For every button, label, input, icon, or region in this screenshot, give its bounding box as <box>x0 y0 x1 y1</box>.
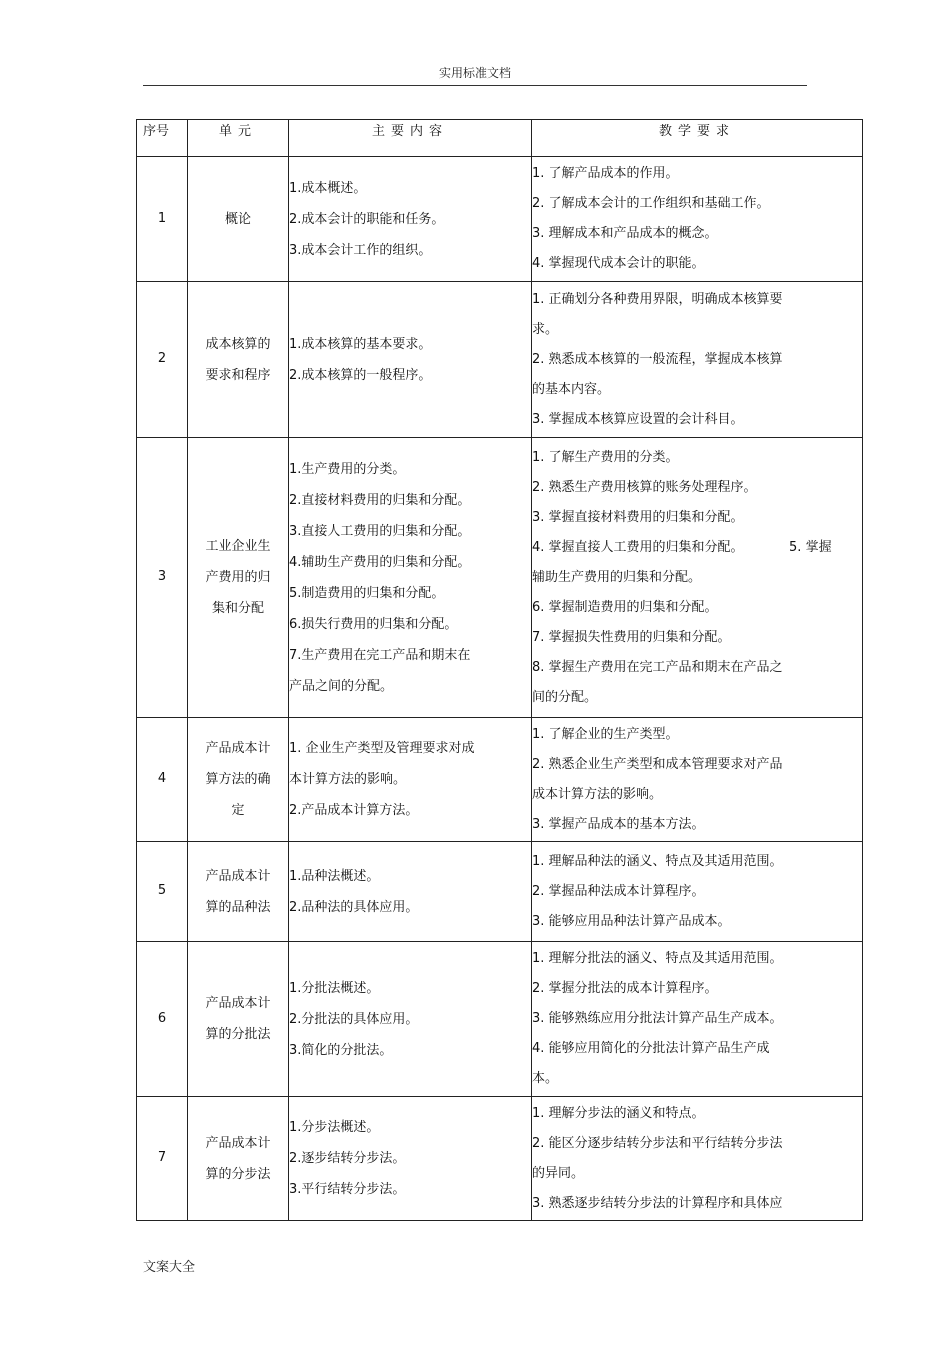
content-line: 1.分步法概述。 <box>289 1120 380 1135</box>
requirements-cell <box>532 157 863 282</box>
requirement-line: 的异同。 <box>532 1165 585 1181</box>
requirement-line: 本。 <box>532 1071 559 1086</box>
unit-line: 概论 <box>224 211 251 227</box>
content-line: 1.品种法概述。 <box>289 868 380 884</box>
content-line: 5.制造费用的归集和分配。 <box>289 585 445 601</box>
requirement-line: 成本计算方法的影响。 <box>532 786 663 802</box>
content-line: 2.成本核算的一般程序。 <box>289 367 432 383</box>
requirement-line: 3. 能够熟练应用分批法计算产品生产成本。 <box>532 1011 783 1026</box>
requirements-cell <box>532 718 863 842</box>
column-header-requirements: 教学要求 <box>532 120 863 157</box>
requirement-line: 3. 掌握成本核算应设置的会计科目。 <box>532 411 744 427</box>
requirement-line: 求。 <box>532 321 559 337</box>
requirement-line: 8. 掌握生产费用在完工产品和期末在产品之 <box>532 659 783 675</box>
requirement-line: 3. 能够应用品种法计算产品成本。 <box>532 913 731 929</box>
requirement-line: 1. 理解分步法的涵义和特点。 <box>532 1105 705 1121</box>
content-cell <box>289 942 532 1097</box>
row-number: 2 <box>137 282 188 438</box>
table-row <box>137 942 863 1097</box>
unit-line: 算的分批法 <box>205 1027 271 1042</box>
unit-line: 产品成本计 <box>205 868 271 884</box>
row-number: 5 <box>137 842 188 942</box>
content-cell <box>289 157 532 282</box>
table-row <box>137 842 863 942</box>
unit-line: 成本核算的 <box>205 336 271 352</box>
requirements-cell <box>532 1097 863 1221</box>
requirement-line: 4. 掌握现代成本会计的职能。 <box>532 256 705 271</box>
unit-line: 算的品种法 <box>205 899 271 915</box>
content-cell <box>289 1097 532 1221</box>
table-header-row <box>137 120 863 157</box>
requirement-line: 1. 了解生产费用的分类。 <box>532 449 679 465</box>
unit-cell <box>188 942 289 1097</box>
content-line: 2.品种法的具体应用。 <box>289 899 419 915</box>
unit-line: 产费用的归 <box>205 570 271 585</box>
content-line: 2.产品成本计算方法。 <box>289 803 419 818</box>
content-line: 1.生产费用的分类。 <box>289 461 406 477</box>
content-line: 1.分批法概述。 <box>289 980 380 996</box>
content-line: 7.生产费用在完工产品和期末在 <box>289 647 471 663</box>
content-line: 1.成本概述。 <box>289 180 367 196</box>
unit-line: 工业企业生 <box>205 539 271 554</box>
unit-line: 产品成本计 <box>205 1135 271 1151</box>
content-line: 3.直接人工费用的归集和分配。 <box>289 523 471 539</box>
column-header-no: 序号 <box>137 120 188 157</box>
content-line: 3.成本会计工作的组织。 <box>289 242 432 258</box>
column-header-unit: 单元 <box>188 120 289 157</box>
syllabus-table <box>136 119 863 1221</box>
unit-cell <box>188 842 289 942</box>
page-footer: 文案大全 <box>143 1260 196 1275</box>
requirement-line: 间的分配。 <box>532 689 598 705</box>
requirement-line: 3. 掌握产品成本的基本方法。 <box>532 816 705 832</box>
unit-line: 要求和程序 <box>205 367 271 383</box>
content-line: 本计算方法的影响。 <box>289 772 407 787</box>
unit-line: 定 <box>231 803 245 818</box>
requirement-line: 的基本内容。 <box>532 381 611 397</box>
requirement-line: 3. 掌握直接材料费用的归集和分配。 <box>532 509 744 525</box>
table-row <box>137 718 863 842</box>
content-line: 2.逐步结转分步法。 <box>289 1151 406 1166</box>
table-row <box>137 157 863 282</box>
content-line: 2.分批法的具体应用。 <box>289 1011 419 1027</box>
requirement-line: 1. 理解品种法的涵义、特点及其适用范围。 <box>532 853 783 869</box>
content-line: 产品之间的分配。 <box>289 678 394 694</box>
header-rule <box>143 85 807 86</box>
table-row <box>137 1097 863 1221</box>
unit-line: 产品成本计 <box>205 996 271 1011</box>
content-line: 3.简化的分批法。 <box>289 1042 393 1058</box>
unit-line: 产品成本计 <box>205 741 271 756</box>
table-row <box>137 438 863 718</box>
unit-cell <box>188 718 289 842</box>
requirement-line: 2. 能区分逐步结转分步法和平行结转分步法 <box>532 1135 783 1151</box>
requirement-line: 4. 能够应用简化的分批法计算产品生产成 <box>532 1041 770 1056</box>
content-cell <box>289 842 532 942</box>
content-line: 2.直接材料费用的归集和分配。 <box>289 492 471 508</box>
row-number: 4 <box>137 718 188 842</box>
unit-cell <box>188 1097 289 1221</box>
requirement-line: 1. 了解企业的生产类型。 <box>532 726 679 742</box>
requirement-line: 2. 掌握分批法的成本计算程序。 <box>532 981 718 996</box>
page-header: 实用标准文档 <box>438 66 511 80</box>
requirements-cell <box>532 438 863 718</box>
content-line: 6.损失行费用的归集和分配。 <box>289 616 458 632</box>
unit-cell <box>188 438 289 718</box>
requirement-line: 6. 掌握制造费用的归集和分配。 <box>532 599 718 615</box>
requirement-line: 2. 了解成本会计的工作组织和基础工作。 <box>532 196 770 211</box>
requirement-line: 2. 熟悉企业生产类型和成本管理要求对产品 <box>532 756 783 772</box>
unit-cell <box>188 157 289 282</box>
requirement-line: 2. 熟悉生产费用核算的账务处理程序。 <box>532 479 757 495</box>
row-number: 6 <box>137 942 188 1097</box>
content-cell <box>289 282 532 438</box>
unit-line: 集和分配 <box>211 601 264 616</box>
content-line: 2.成本会计的职能和任务。 <box>289 211 445 227</box>
requirement-line: 7. 掌握损失性费用的归集和分配。 <box>532 629 731 645</box>
unit-line: 算的分步法 <box>205 1166 271 1182</box>
requirements-cell <box>532 842 863 942</box>
unit-line: 算方法的确 <box>205 772 271 787</box>
table-row <box>137 282 863 438</box>
content-line: 1.成本核算的基本要求。 <box>289 336 432 352</box>
requirement-line: 1. 了解产品成本的作用。 <box>532 166 679 181</box>
row-number: 7 <box>137 1097 188 1221</box>
content-cell <box>289 718 532 842</box>
requirement-line: 4. 掌握直接人工费用的归集和分配。 5. 掌握 <box>532 539 832 555</box>
requirements-cell <box>532 282 863 438</box>
requirement-line: 1. 正确划分各种费用界限，明确成本核算要 <box>532 291 783 307</box>
requirement-line: 2. 掌握品种法成本计算程序。 <box>532 883 705 899</box>
requirement-line: 1. 理解分批法的涵义、特点及其适用范围。 <box>532 951 783 966</box>
requirement-line: 辅助生产费用的归集和分配。 <box>532 569 702 585</box>
row-number: 3 <box>137 438 188 718</box>
row-number: 1 <box>137 157 188 282</box>
content-cell <box>289 438 532 718</box>
requirements-cell <box>532 942 863 1097</box>
requirement-line: 3. 理解成本和产品成本的概念。 <box>532 226 718 241</box>
unit-cell <box>188 282 289 438</box>
column-header-content: 主要内容 <box>289 120 532 157</box>
requirement-line: 2. 熟悉成本核算的一般流程，掌握成本核算 <box>532 351 783 367</box>
content-line: 3.平行结转分步法。 <box>289 1182 406 1197</box>
content-line: 1. 企业生产类型及管理要求对成 <box>289 741 475 756</box>
requirement-line: 3. 熟悉逐步结转分步法的计算程序和具体应 <box>532 1195 783 1211</box>
content-line: 4.辅助生产费用的归集和分配。 <box>289 554 471 570</box>
